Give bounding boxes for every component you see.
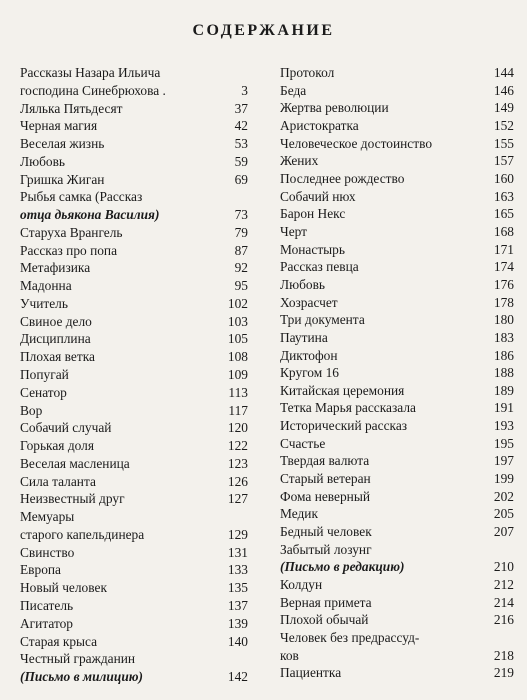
toc-entry-line: Веселая жизнь xyxy=(20,136,105,152)
toc-entry-line: Честный гражданин xyxy=(20,651,136,667)
toc-entry-page-number: 178 xyxy=(493,294,514,310)
toc-entry-page-number: 157 xyxy=(493,153,514,169)
toc-entry-line: Китайская церемония xyxy=(280,382,405,398)
toc-entry-line: Веселая масленица xyxy=(20,455,130,471)
toc-entry xyxy=(280,576,514,594)
toc-entry-title xyxy=(280,329,476,347)
toc-entry-page-number: 207 xyxy=(493,524,514,540)
toc-entry xyxy=(280,611,514,629)
toc-entry xyxy=(280,152,514,170)
toc-entry-title xyxy=(280,488,476,506)
toc-entry-line: отца дьякона Василия) xyxy=(20,207,160,223)
toc-entry-line: Колдун xyxy=(280,577,323,593)
toc-entry-page-number: 92 xyxy=(234,260,248,276)
toc-entry-page-number: 155 xyxy=(493,135,514,151)
toc-entry-line: Барон Некс xyxy=(280,206,346,222)
toc-entry-page-number: 120 xyxy=(227,420,248,436)
toc-entry-line: Попугай xyxy=(20,367,69,383)
toc-entry-title xyxy=(280,188,476,206)
toc-entry-page-number: 197 xyxy=(493,453,514,469)
toc-entry-title xyxy=(280,576,476,594)
toc-entry xyxy=(280,364,514,382)
toc-entry xyxy=(280,435,514,453)
toc-entry-title xyxy=(280,223,476,241)
toc-entry-line: Человек без предрассуд- xyxy=(280,630,420,645)
toc-entry-page-number: 218 xyxy=(493,647,514,663)
toc-entry xyxy=(280,329,514,347)
toc-entry-line: Монастырь xyxy=(280,241,345,257)
toc-entry-title xyxy=(20,153,210,171)
toc-entry-page-number: 135 xyxy=(227,580,248,596)
toc-entry xyxy=(280,258,514,276)
toc-entry-line: Три документа xyxy=(280,312,365,328)
toc-entry-page-number: 202 xyxy=(493,488,514,504)
toc-entry-title xyxy=(20,615,210,633)
toc-entry xyxy=(20,313,248,331)
toc-entry-title xyxy=(20,259,210,277)
toc-entry-title xyxy=(280,311,476,329)
toc-entry-title xyxy=(280,276,476,294)
toc-entry-line: Писатель xyxy=(20,597,74,613)
toc-entry-page-number: 191 xyxy=(493,400,514,416)
toc-entry xyxy=(280,99,514,117)
toc-entry-line: Последнее рождество xyxy=(280,170,405,186)
toc-entry-line: Паутина xyxy=(280,329,328,345)
toc-entry-page-number: 188 xyxy=(493,365,514,381)
toc-entry-title xyxy=(20,348,210,366)
toc-entry xyxy=(280,417,514,435)
toc-entry xyxy=(280,452,514,470)
toc-entry-page-number: 122 xyxy=(227,438,248,454)
contents-column-right xyxy=(280,64,514,682)
toc-entry xyxy=(20,117,248,135)
toc-entry-line: Сенатор xyxy=(20,384,67,400)
toc-entry xyxy=(20,455,248,473)
toc-entry-page-number: 126 xyxy=(227,473,248,489)
toc-entry-line: Лялька Пятьдесят xyxy=(20,100,123,116)
contents-column-left xyxy=(20,64,248,686)
toc-entry-title xyxy=(20,117,210,135)
toc-entry-page-number: 53 xyxy=(234,136,248,152)
toc-entry-line: Дисциплина xyxy=(20,331,91,347)
toc-entry xyxy=(280,594,514,612)
toc-entry-page-number: 214 xyxy=(493,594,514,610)
toc-entry-page-number: 95 xyxy=(234,278,248,294)
toc-entry-title xyxy=(20,171,210,189)
toc-entry-title xyxy=(20,277,210,295)
toc-entry-line: Новый человек xyxy=(20,580,107,596)
toc-entry xyxy=(20,437,248,455)
toc-entry-page-number: 205 xyxy=(493,506,514,522)
toc-entry xyxy=(280,188,514,206)
toc-entry xyxy=(280,82,514,100)
toc-entry xyxy=(20,384,248,402)
toc-entry-line: Жертва революции xyxy=(280,100,389,116)
toc-entry-page-number: 123 xyxy=(227,455,248,471)
toc-entry-title xyxy=(280,364,476,382)
toc-entry xyxy=(280,294,514,312)
toc-entry-page-number: 199 xyxy=(493,471,514,487)
toc-entry-title xyxy=(20,597,210,615)
toc-entry-title xyxy=(20,100,210,118)
toc-entry xyxy=(20,171,248,189)
toc-entry-line: Фома неверный xyxy=(280,488,371,504)
toc-entry xyxy=(20,259,248,277)
toc-entry-title xyxy=(280,205,476,223)
toc-entry-page-number: 176 xyxy=(493,276,514,292)
toc-entry xyxy=(280,541,514,576)
toc-entry xyxy=(280,664,514,682)
toc-entry-page-number: 163 xyxy=(493,188,514,204)
toc-entry xyxy=(20,277,248,295)
toc-entry-page-number: 212 xyxy=(493,577,514,593)
toc-entry xyxy=(20,242,248,260)
toc-entry-page-number: 174 xyxy=(493,259,514,275)
toc-entry-page-number: 216 xyxy=(493,612,514,628)
toc-entry-line: Хозрасчет xyxy=(280,294,338,310)
toc-entry xyxy=(20,633,248,651)
toc-entry-page-number: 131 xyxy=(227,544,248,560)
toc-entry-line: Диктофон xyxy=(280,347,338,363)
toc-entry-title xyxy=(280,523,476,541)
toc-entry-page-number: 160 xyxy=(493,170,514,186)
toc-entry-page-number: 133 xyxy=(227,562,248,578)
toc-entry-line: Собачий нюх xyxy=(280,188,356,204)
toc-entry-page-number: 59 xyxy=(234,153,248,169)
toc-entry-line: Собачий случай xyxy=(20,420,112,436)
toc-entry-title xyxy=(280,135,476,153)
toc-entry-page-number: 103 xyxy=(227,313,248,329)
toc-entry xyxy=(280,399,514,417)
toc-entry-line: Мемуары xyxy=(20,509,75,525)
toc-entry xyxy=(280,347,514,365)
toc-entry xyxy=(20,597,248,615)
toc-entry-page-number: 109 xyxy=(227,367,248,383)
toc-entry-title xyxy=(20,437,210,455)
toc-entry-page-number: 195 xyxy=(493,435,514,451)
toc-entry xyxy=(280,135,514,153)
toc-entry-title xyxy=(20,579,210,597)
toc-entry-page-number: 139 xyxy=(227,615,248,631)
toc-entry-line: Свиное дело xyxy=(20,313,92,329)
toc-entry-line: Протокол xyxy=(280,65,335,80)
toc-entry-line: Рассказ певца xyxy=(280,259,359,275)
toc-entry-title xyxy=(20,544,210,562)
toc-entry xyxy=(280,311,514,329)
toc-entry-title xyxy=(20,633,210,651)
toc-entry-title xyxy=(280,452,476,470)
toc-entry-title xyxy=(280,152,476,170)
toc-entry xyxy=(20,135,248,153)
toc-entry-title xyxy=(20,402,210,420)
toc-entry-page-number: 149 xyxy=(493,100,514,116)
toc-entry xyxy=(280,64,514,82)
toc-entry-page-number: 189 xyxy=(493,382,514,398)
toc-entry xyxy=(20,490,248,508)
toc-entry xyxy=(20,224,248,242)
toc-entry-line: Агитатор xyxy=(20,615,74,631)
toc-entry-line: Бедный человек xyxy=(280,524,372,540)
toc-entry-page-number: 140 xyxy=(227,633,248,649)
toc-entry-line: Верная примета xyxy=(280,594,372,610)
toc-entry-title xyxy=(20,650,210,686)
toc-entry-line: Человеческое достоинство xyxy=(280,135,433,151)
toc-entry-title xyxy=(280,664,476,682)
toc-entry xyxy=(20,473,248,491)
toc-entry-line: Рассказ про попа xyxy=(20,242,118,258)
toc-entry-line: Сила таланта xyxy=(20,473,96,489)
toc-entry-line: Любовь xyxy=(280,276,326,292)
toc-entry-page-number: 142 xyxy=(227,669,248,685)
toc-entry xyxy=(20,330,248,348)
toc-entry-line: Рассказы Назара Ильича xyxy=(20,65,161,80)
toc-entry xyxy=(280,523,514,541)
toc-entry-title xyxy=(20,224,210,242)
toc-entry-line: Беда xyxy=(280,82,307,98)
toc-entry-title xyxy=(20,366,210,384)
toc-entry-line: Старуха Врангель xyxy=(20,224,123,240)
toc-entry xyxy=(20,615,248,633)
toc-entry-line: Учитель xyxy=(20,295,68,311)
toc-entry xyxy=(280,205,514,223)
toc-entry-page-number: 152 xyxy=(493,117,514,133)
toc-entry xyxy=(20,100,248,118)
toc-entry-title xyxy=(280,629,476,664)
toc-entry-title xyxy=(20,508,210,544)
toc-entry-title xyxy=(280,611,476,629)
toc-entry-page-number: 37 xyxy=(234,100,248,116)
toc-entry-page-number: 113 xyxy=(228,384,248,400)
toc-entry-page-number: 3 xyxy=(241,82,248,98)
toc-entry-line: Неизвестный друг xyxy=(20,491,125,507)
toc-entry-page-number: 73 xyxy=(234,207,248,223)
toc-entry-title xyxy=(20,188,210,224)
toc-entry-title xyxy=(20,473,210,491)
toc-entry-title xyxy=(280,170,476,188)
toc-entry-page-number: 165 xyxy=(493,206,514,222)
toc-entry-line: Европа xyxy=(20,562,62,578)
toc-entry-line: старого капельдинера xyxy=(20,526,145,542)
toc-entry xyxy=(20,544,248,562)
toc-entry xyxy=(280,629,514,664)
toc-entry-page-number: 144 xyxy=(493,65,514,80)
toc-entry-title xyxy=(280,82,476,100)
toc-entry-line: Исторический рассказ xyxy=(280,418,408,434)
toc-entry-line: Старый ветеран xyxy=(280,471,371,487)
toc-entry-title xyxy=(280,64,476,82)
toc-entry-page-number: 87 xyxy=(234,242,248,258)
toc-entry-title xyxy=(20,135,210,153)
toc-entry-line: ков xyxy=(280,647,299,663)
toc-entry-page-number: 146 xyxy=(493,82,514,98)
toc-entry xyxy=(20,419,248,437)
toc-entry-line: Черт xyxy=(280,223,308,239)
toc-entry-line: Старая крыса xyxy=(20,633,98,649)
toc-entry xyxy=(20,650,248,686)
toc-entry-line: Жених xyxy=(280,153,319,169)
toc-entry-title xyxy=(280,117,476,135)
toc-entry-line: Черная магия xyxy=(20,118,98,134)
toc-entry-title xyxy=(280,382,476,400)
toc-entry xyxy=(20,348,248,366)
toc-entry-page-number: 171 xyxy=(493,241,514,257)
toc-entry xyxy=(20,64,248,100)
toc-entry-page-number: 168 xyxy=(493,223,514,239)
toc-entry-title xyxy=(20,384,210,402)
toc-entry-title xyxy=(20,455,210,473)
toc-entry-page-number: 210 xyxy=(493,559,514,575)
toc-entry-page-number: 127 xyxy=(227,491,248,507)
toc-entry-title xyxy=(20,242,210,260)
toc-entry-title xyxy=(280,241,476,259)
toc-entry xyxy=(20,295,248,313)
toc-entry-line: Мадонна xyxy=(20,278,72,294)
toc-entry-title xyxy=(20,295,210,313)
toc-entry-title xyxy=(20,330,210,348)
toc-entry-title xyxy=(280,435,476,453)
toc-entry xyxy=(280,488,514,506)
toc-entry-title xyxy=(280,594,476,612)
toc-entry-title xyxy=(20,561,210,579)
toc-entry xyxy=(20,561,248,579)
toc-entry-title xyxy=(20,313,210,331)
toc-entry-title xyxy=(280,99,476,117)
toc-entry-page-number: 117 xyxy=(228,402,248,418)
toc-entry-line: Аристократка xyxy=(280,117,359,133)
toc-entry xyxy=(280,223,514,241)
toc-entry-title xyxy=(280,541,476,576)
toc-entry-page-number: 129 xyxy=(227,526,248,542)
toc-entry xyxy=(20,153,248,171)
toc-entry-line: (Письмо в редакцию) xyxy=(280,559,405,575)
toc-entry-line: Плохой обычай xyxy=(280,612,369,628)
toc-entry-line: Тетка Марья рассказала xyxy=(280,400,416,416)
toc-entry-line: Рыбья самка (Рассказ xyxy=(20,189,143,205)
contents-title: СОДЕРЖАНИЕ xyxy=(192,22,335,39)
toc-entry-line: (Письмо в милицию) xyxy=(20,669,144,685)
toc-entry-page-number: 108 xyxy=(227,349,248,365)
toc-entry xyxy=(280,505,514,523)
toc-entry-page-number: 193 xyxy=(493,418,514,434)
toc-entry-line: Гришка Жиган xyxy=(20,171,105,187)
toc-entry xyxy=(20,508,248,544)
toc-entry-line: Любовь xyxy=(20,153,66,169)
toc-entry-page-number: 186 xyxy=(493,347,514,363)
toc-entry-title xyxy=(20,490,210,508)
toc-entry-title xyxy=(280,294,476,312)
toc-entry-page-number: 42 xyxy=(234,118,248,134)
toc-entry xyxy=(20,579,248,597)
toc-entry-title xyxy=(280,399,476,417)
toc-entry xyxy=(280,276,514,294)
toc-entry-page-number: 219 xyxy=(493,665,514,681)
toc-entry-title xyxy=(280,258,476,276)
toc-entry-line: Медик xyxy=(280,506,318,522)
toc-entry-title xyxy=(20,419,210,437)
toc-entry xyxy=(280,241,514,259)
toc-entry-line: Метафизика xyxy=(20,260,91,276)
toc-entry-page-number: 183 xyxy=(493,329,514,345)
toc-entry-line: Вор xyxy=(20,402,43,418)
toc-entry-page-number: 137 xyxy=(227,597,248,613)
toc-entry xyxy=(20,188,248,224)
toc-entry-line: Забытый лозунг xyxy=(280,541,372,557)
toc-entry-page-number: 79 xyxy=(234,224,248,240)
toc-entry-line: Кругом 16 xyxy=(280,365,339,381)
toc-entry xyxy=(280,470,514,488)
toc-entry-line: Плохая ветка xyxy=(20,349,95,365)
toc-entry-line: Счастье xyxy=(280,435,326,451)
toc-entry xyxy=(280,117,514,135)
toc-entry-line: господина Синебрюхова . xyxy=(20,82,166,98)
toc-entry-line: Горькая доля xyxy=(20,438,94,454)
toc-entry-line: Твердая валюта xyxy=(280,453,370,469)
toc-entry-title xyxy=(280,505,476,523)
toc-entry-page-number: 180 xyxy=(493,312,514,328)
toc-entry-page-number: 105 xyxy=(227,331,248,347)
toc-entry-title xyxy=(20,64,210,100)
toc-entry-title xyxy=(280,347,476,365)
toc-entry xyxy=(280,170,514,188)
toc-entry-page-number: 69 xyxy=(234,171,248,187)
toc-entry-title xyxy=(280,417,476,435)
toc-entry-title xyxy=(280,470,476,488)
toc-entry-line: Свинство xyxy=(20,544,75,560)
toc-entry xyxy=(20,402,248,420)
toc-entry xyxy=(20,366,248,384)
toc-entry-line: Пациентка xyxy=(280,665,342,681)
toc-entry xyxy=(280,382,514,400)
toc-entry-page-number: 102 xyxy=(227,295,248,311)
